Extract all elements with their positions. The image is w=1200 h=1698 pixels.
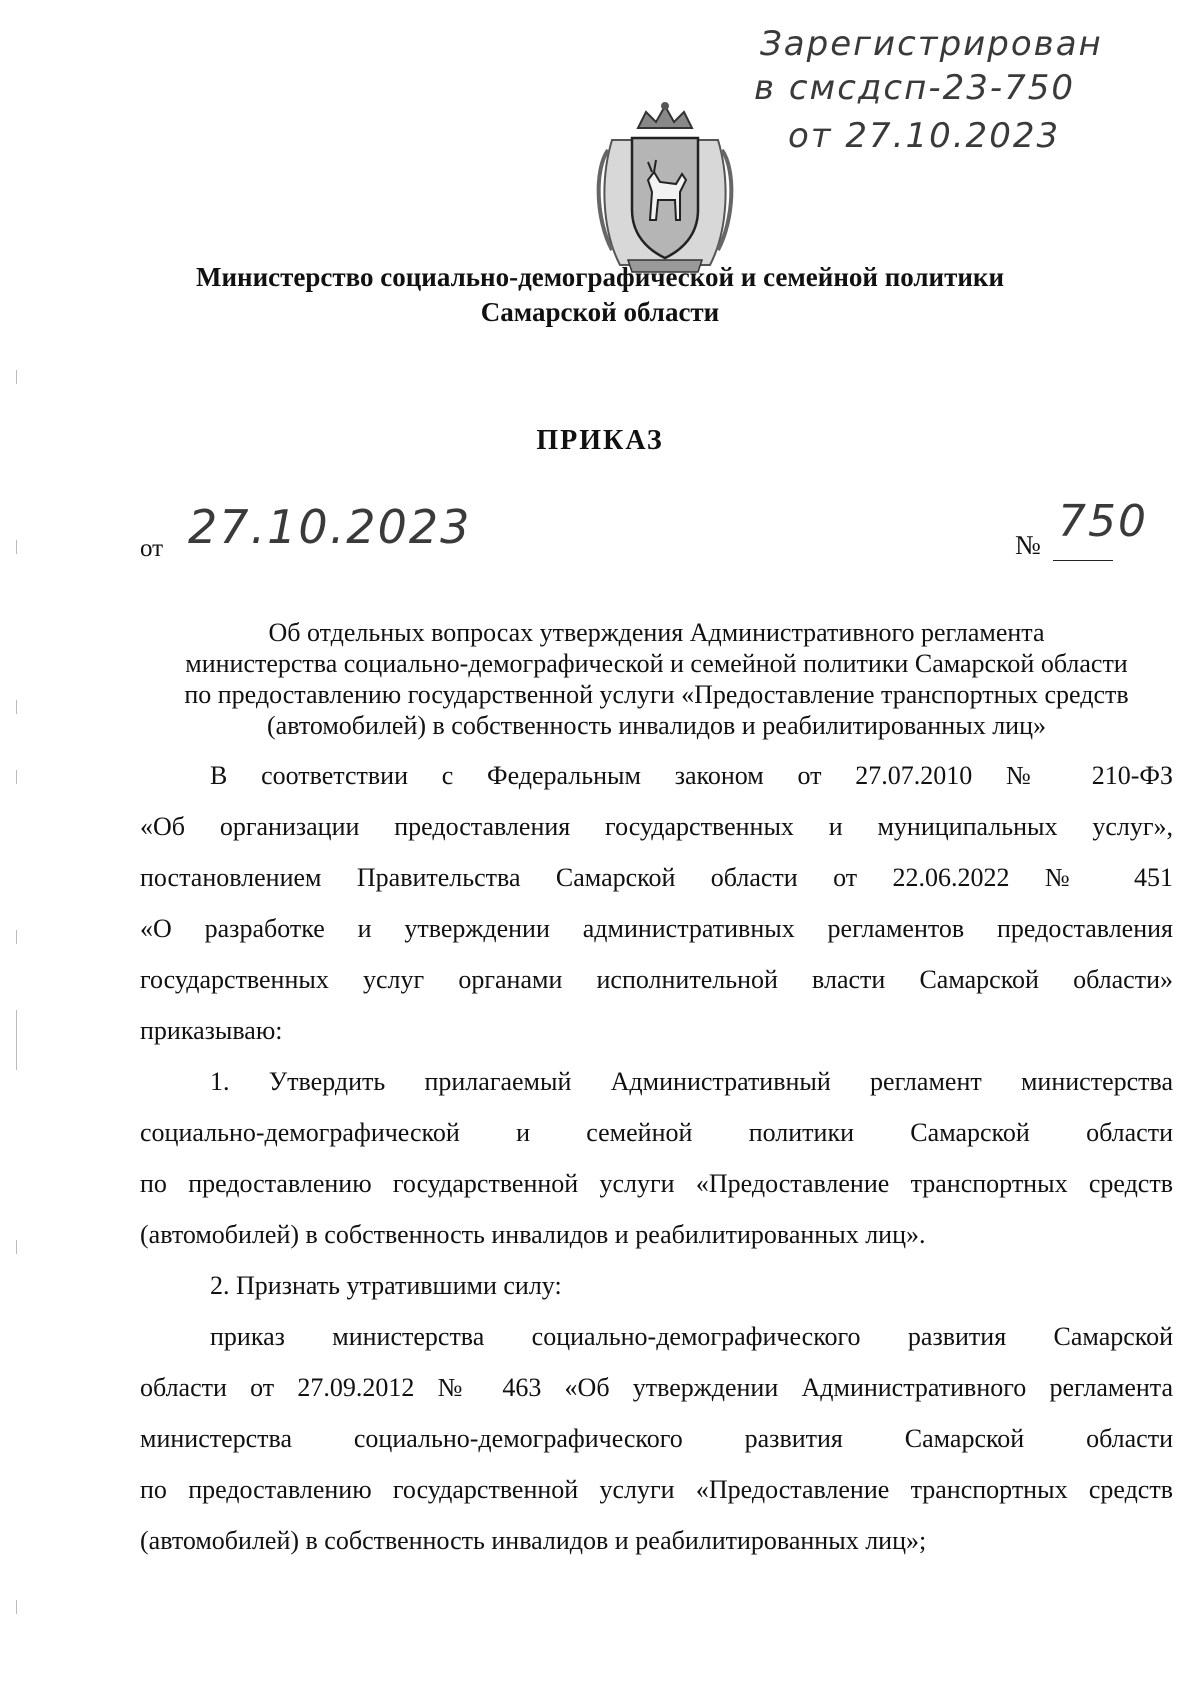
number-value: 750 [1058,496,1148,547]
paragraph-line: «Об организации предоставления государственных и муниципальных услуг», [140,812,1173,841]
paragraph-line: 2. Признать утратившими силу: [210,1271,562,1300]
registration-stamp [754,24,1160,174]
margin-mark [16,700,17,714]
stamp-line-2: в смсдсп-23-750 [754,68,1076,108]
paragraph-line: постановлением Правительства Самарской области от 22.06.2022 № 451 [140,863,1173,892]
ministry-name-line-2: Самарской области [480,297,720,327]
ministry-name-line-1: Министерство социально-демографической и семейной политики [195,262,1005,292]
number-underline [1053,560,1113,561]
paragraph-line: приказываю: [140,1016,283,1045]
paragraph-line: социально-демографической и семейной политики Самарской области [140,1118,1173,1147]
coat-of-arms-emblem [590,100,740,280]
paragraph-line: области от 27.09.2012 № 463 «Об утверждении Административного регламента [140,1373,1173,1402]
paragraph-line: государственных услуг органами исполнительной власти Самарской области» [140,965,1173,994]
item-2-heading [140,1260,1173,1311]
title-line: министерства социально-демографической и семейной политики Самарской области [185,649,1128,678]
document-type: ПРИКАЗ [536,425,664,456]
paragraph-line: 1. Утвердить прилагаемый Административный регламент министерства [210,1067,1173,1096]
document-title [140,617,1173,741]
paragraph-line: (автомобилей) в собственность инвалидов и реабилитированных лиц»; [140,1526,927,1555]
preamble-paragraph [140,750,1173,1056]
paragraph-line: по предоставлению государственной услуги «Предоставление транспортных средств [140,1475,1173,1504]
title-line: Об отдельных вопросах утверждения Административного регламента [268,618,1045,647]
title-line: (автомобилей) в собственность инвалидов и реабилитированных лиц» [267,711,1046,740]
paragraph-line: «О разработке и утверждении административных регламентов предоставления [140,914,1173,943]
item-2-paragraph [140,1311,1173,1566]
margin-mark [16,1010,17,1070]
paragraph-line: (автомобилей) в собственность инвалидов и реабилитированных лиц». [140,1220,926,1249]
margin-mark [16,770,17,784]
item-1-paragraph [140,1056,1173,1260]
stamp-line-1: Зарегистрирован [760,24,1103,64]
number-label: № [1015,530,1041,560]
margin-mark [16,1600,17,1614]
paragraph-line: по предоставлению государственной услуги «Предоставление транспортных средств [140,1169,1173,1198]
paragraph-line: В соответствии с Федеральным законом от 27.07.2010 № 210-ФЗ [210,761,1173,790]
title-line: по предоставлению государственной услуги «Предоставление транспортных средств [184,680,1129,709]
margin-mark [16,930,17,944]
date-label: от [140,535,164,562]
margin-mark [16,540,17,554]
stamp-line-3: от 27.10.2023 [788,116,1061,156]
margin-mark [16,370,17,384]
paragraph-line: приказ министерства социально-демографического развития Самарской [210,1322,1173,1351]
date-value: 27.10.2023 [188,500,472,554]
paragraph-line: министерства социально-демографического развития Самарской области [140,1424,1173,1453]
margin-mark [16,1240,17,1254]
